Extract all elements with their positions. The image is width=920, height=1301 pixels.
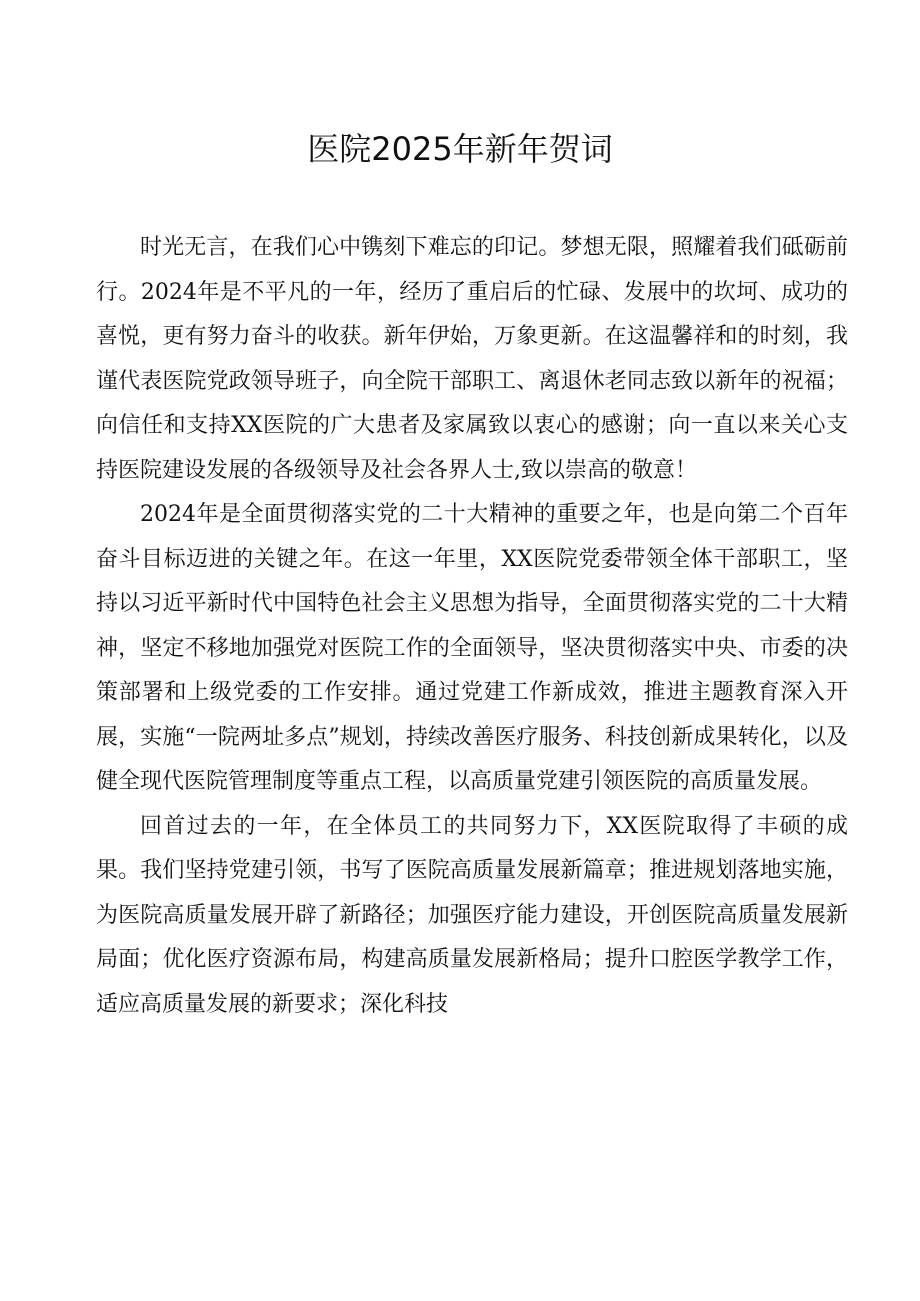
- document-body: [96, 226, 848, 1027]
- paragraph-greeting: 时光无言，在我们心中镌刻下难忘的印记。梦想无限，照耀着我们砥砺前行。2024年是不平凡的一年，经历了重启后的忙碌、发展中的坎坷、成功的喜悦，更有努力奋斗的收获。新年伊始，万象更新。在这温馨祥和的时刻，我谨代表医院党政领导班子，向全院干部职工、离退休老同志致以新年的祝福；向信任和支持XX医院的广大患者及家属致以衷心的感谢；向一直以来关心支持医院建设发展的各级领导及社会各界人士,致以崇高的敬意！: [96, 235, 848, 483]
- paragraph-achievements: 回首过去的一年，在全体员工的共同努力下，XX医院取得了丰硕的成果。我们坚持党建引领，书写了医院高质量发展新篇章；推进规划落地实施，为医院高质量发展开辟了新路径；加强医疗能力建设，开创医院高质量发展新局面；优化医疗资源布局，构建高质量发展新格局；提升口腔医学教学工作，适应高质量发展的新要求；深化科技: [96, 813, 848, 1017]
- document-title: 医院2025年新年贺词: [307, 130, 613, 168]
- paragraph-2024-review: 2024年是全面贯彻落实党的二十大精神的重要之年，也是向第二个百年奋斗目标迈进的关键之年。在这一年里，XX医院党委带领全体干部职工，坚持以习近平新时代中国特色社会主义思想为指导，全面贯彻落实党的二十大精神，坚定不移地加强党对医院工作的全面领导，坚决贯彻落实中央、市委的决策部署和上级党委的工作安排。通过党建工作新成效，推进主题教育深入开展，实施“一院两址多点”规划，持续改善医疗服务、科技创新成果转化，以及健全现代医院管理制度等重点工程，以高质量党建引领医院的高质量发展。: [96, 502, 848, 794]
